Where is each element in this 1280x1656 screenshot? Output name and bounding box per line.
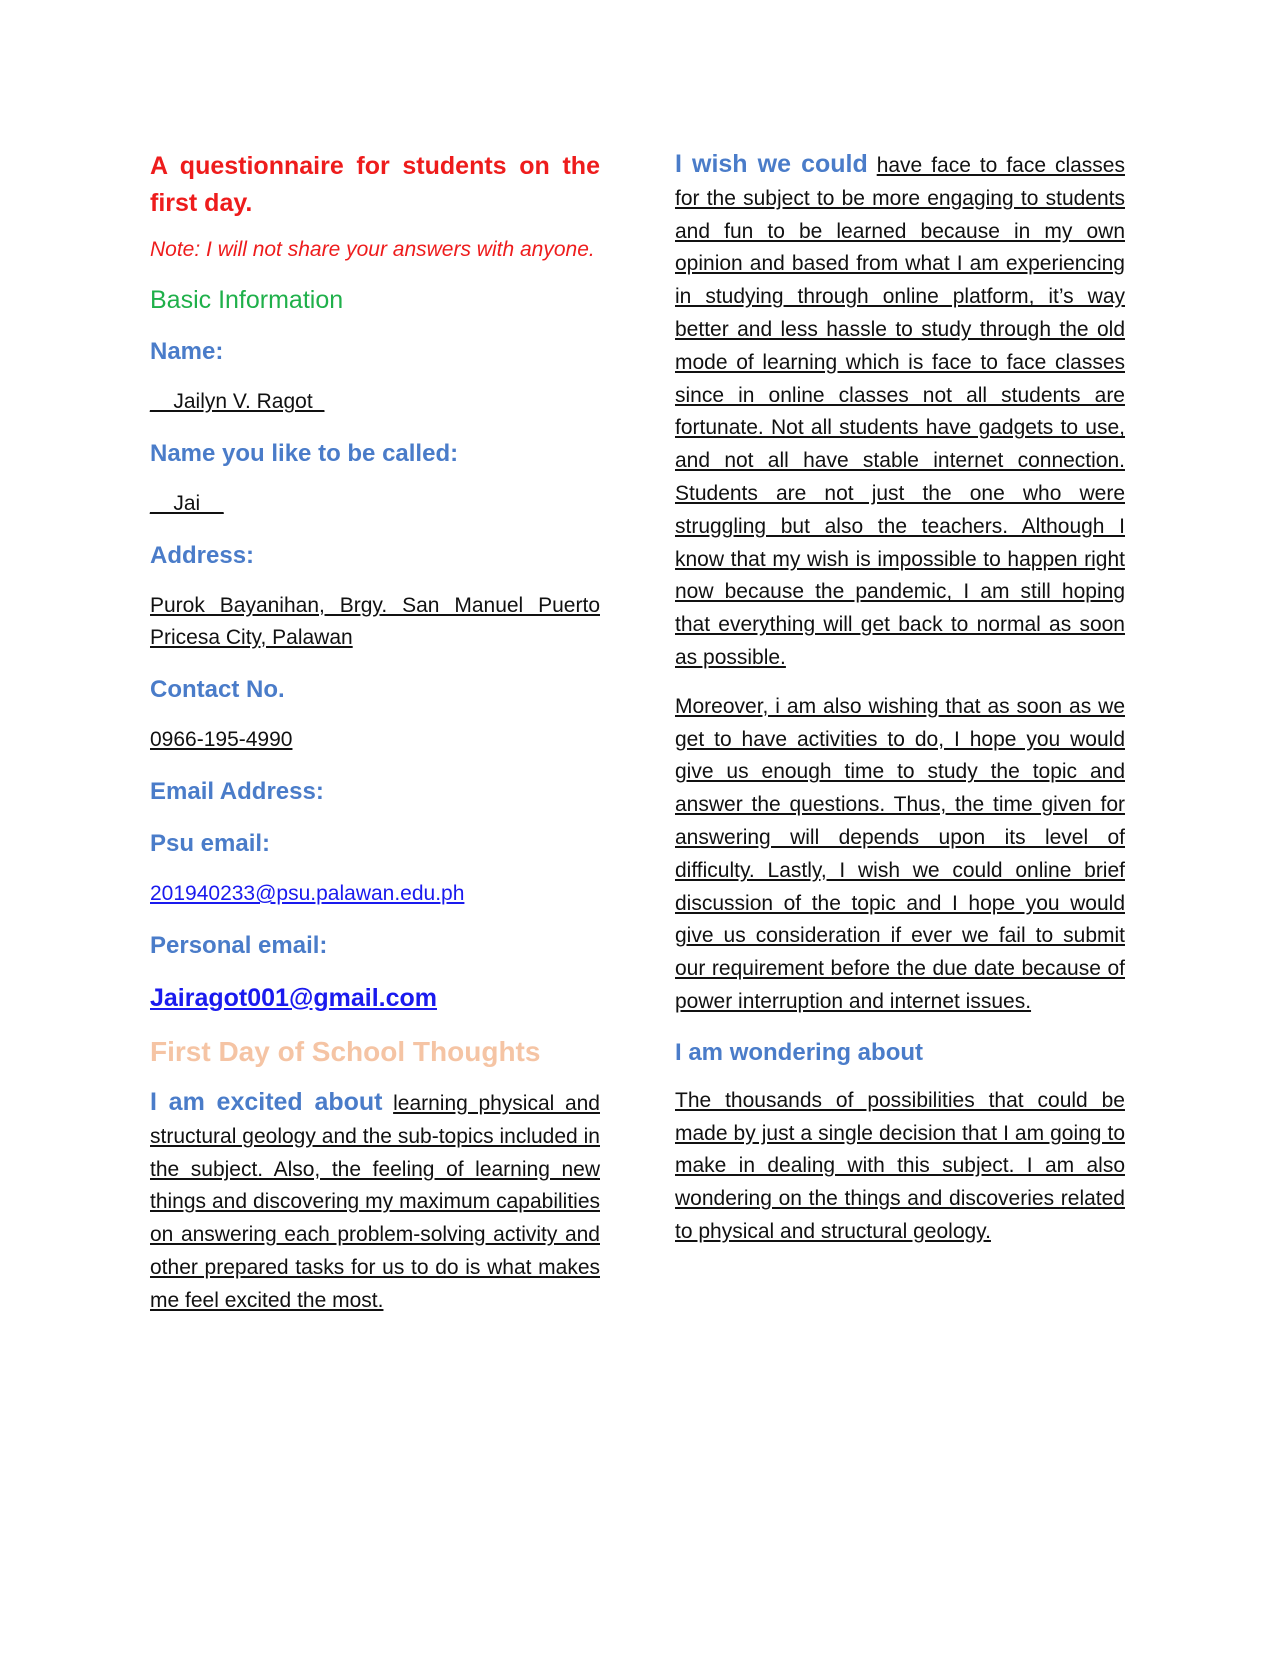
wish-lead: I wish we could [675,150,868,178]
right-column [675,148,1125,1249]
left-column [150,148,600,1318]
name-value [150,386,600,418]
personal-email-link[interactable]: Jairagot001@gmail.com [150,984,437,1012]
name-label: Name: [150,338,224,365]
nickname-value [150,488,600,520]
wish-paragraph [675,148,1125,675]
wondering-paragraph: The thousands of possibilities that could be made by just a single decision that I am going to make in dealing with this subject. I am also wondering on the things and discoveries related to physical and structural geology. [675,1088,1125,1243]
contact-text: 0966-195-4990 [150,728,293,751]
email-address-label: Email Address: [150,778,324,805]
excited-lead: I am excited about [150,1088,383,1116]
basic-information-heading: Basic Information [150,286,344,314]
personal-email-label: Personal email: [150,932,328,959]
first-day-thoughts-heading: First Day of School Thoughts [150,1036,541,1067]
psu-email-link[interactable]: 201940233@psu.palawan.edu.ph [150,882,465,905]
psu-email-label: Psu email: [150,830,271,857]
excited-text: learning physical and structural geology and the sub-topics included in the subject. Also, the feeling of learning new things and discovering my maximum capabilities on answering each problem-solving activity and other prepared tasks for us to do is what makes me feel excited the most. [150,1092,600,1312]
wondering-heading: I am wondering about [675,1038,924,1066]
address-label: Address: [150,542,255,569]
excited-paragraph [150,1086,600,1318]
contact-value [150,724,600,756]
contact-label: Contact No. [150,676,285,703]
questionnaire-title: A questionnaire for students on the first day. [150,152,600,217]
nickname-label: Name you like to be called: [150,440,459,467]
nickname-text: __Jai__ [150,492,224,515]
address-value: Purok Bayanihan, Brgy. San Manuel Puerto Pricesa City, Palawan [150,594,600,649]
name-text: __Jailyn V. Ragot_ [150,390,325,413]
privacy-note: Note: I will not share your answers with anyone. [150,238,595,261]
moreover-paragraph: Moreover, i am also wishing that as soon as we get to have activities to do, I hope you would give us enough time to study the topic and answer the questions. Thus, the time given for answering will depends upon its level of difficulty. Lastly, I wish we could online brief discussion of the topic and I hope you would give us consideration if ever we fail to submit our requirement before the due date because of power interruption and internet issues. [675,694,1125,1013]
wish-text: have face to face classes for the subject to be more engaging to students and fun to be learned because in my own opinion and based from what I am experiencing in studying through online platform, it’s way better and less hassle to study through the old mode of learning which is face to face classes since in online classes not all students are fortunate. Not all students have gadgets to use, and not all have stable internet connection. Students are not just the one who were struggling but also the teachers. Although I know that my wish is impossible to happen right now because the pandemic, I am still hoping that everything will get back to normal as soon as possible. [675,154,1125,669]
